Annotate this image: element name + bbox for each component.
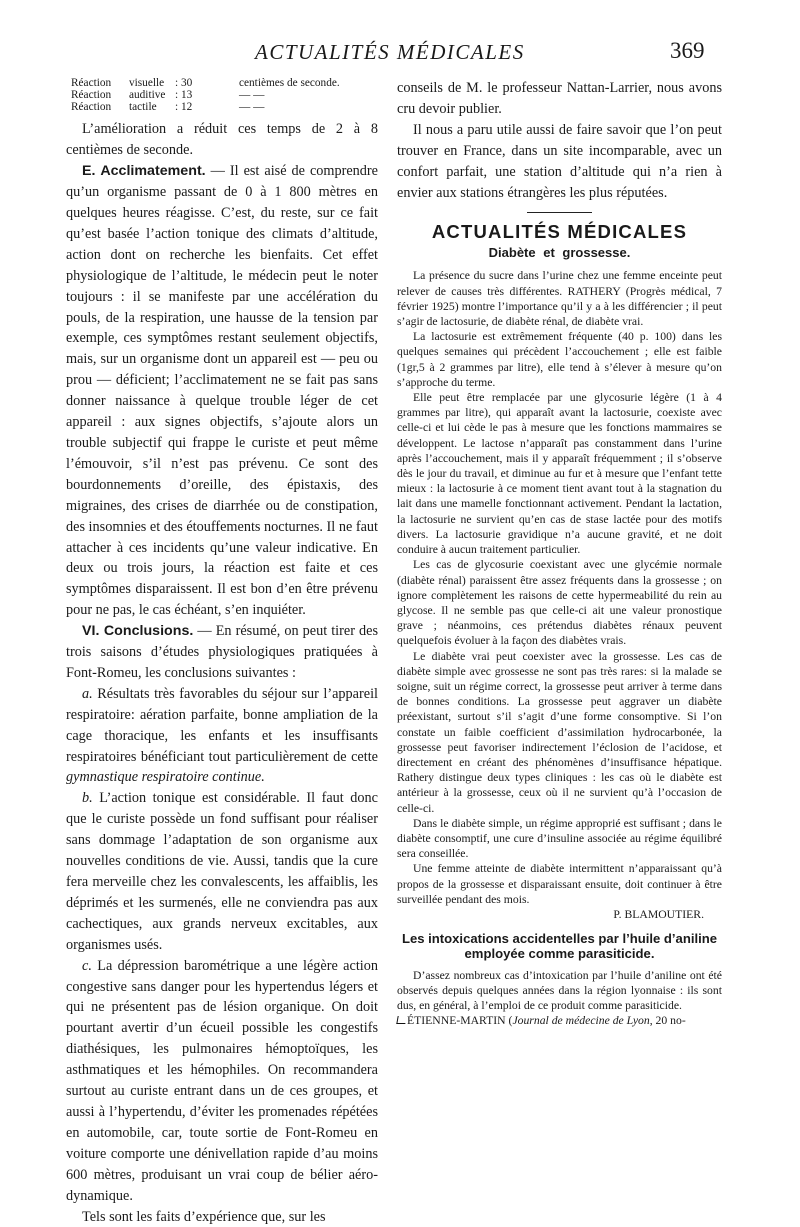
reaction-times <box>71 78 378 113</box>
conclusion-c-text: La dépression barométrique a une légère action congestive sans danger pour les hypertendus légers et qui ne présentent pas de lésion organique. On doit pourtant avertir d’un écueil possible les congestifs diathésiques, les pulmonaires hémoptoïques, les asthmatiques et les hémophiles. On recommandera surtout au curiste entrant dans un de ces groupes, et aussi à l’hypertendu, d’éviter les promenades répétées en automobile, car, toute sortie de Font-Romeu en voiture comporte une dénivellation rapide d’au moins 600 mètres, produisant un vrai coup de bélier aéro-dynamique. <box>66 957 378 1204</box>
reference-journal: Journal de médecine de Lyon <box>512 1014 650 1028</box>
diabete-paragraph: Le diabète vrai peut coexister avec la grossesse. Les cas de diabète simple avec grossesse ne sont pas très rares: si la malade se soigne, suit un régime correct, la grossesse peut arriver à terme dans de bonnes conditions. La grossesse peut aggraver un diabète préexistant, surtout s’il s’agit d’une forme consomptive. Si l’on constate un faible coefficient d’assimilation hydrocarbonée, la grossesse peut favoriser indirectement l’éclosion de l’acidose, et directement en créant des phénomènes d’insuffisance hépatique. Rathery distingue deux types cliniques : les cas où le diabète est antérieur à la grossesse, ceux où il ne survient qu’à l’occasion de celle-ci. <box>397 649 722 815</box>
aniline-reference <box>397 1013 722 1028</box>
diabete-paragraph: Une femme atteinte de diabète intermittent n’apparaissant qu’à propos de la grossesse et disparaissant ensuite, doit continuer à être surveillée pendant des mois. <box>397 862 722 906</box>
running-title: ACTUALITÉS MÉDICALES <box>255 40 525 64</box>
diabete-paragraph: La présence du sucre dans l’urine chez une femme enceinte peut relever de causes très différentes. RATHERY (Progrès médical, 7 février 1925) montre l’importance qu’il y a à les différencier ; il peut s’agir de lactosurie, de diabète rénal, de diabète vrai. <box>397 269 722 329</box>
conclusion-c-label: c. <box>82 957 92 974</box>
conclusion-b <box>66 788 378 955</box>
reaction-sense: visuelle <box>129 77 165 89</box>
section-title: ACTUALITÉS MÉDICALES <box>431 221 688 243</box>
reaction-sense: tactile <box>129 100 157 113</box>
conclusion-b-label: b. <box>82 790 93 807</box>
running-head <box>0 40 800 72</box>
reaction-value: : 13 <box>175 88 193 101</box>
reaction-type: Réaction <box>71 88 112 101</box>
conclusion-c <box>66 956 378 1207</box>
reaction-unit: centièmes de seconde. <box>239 77 340 89</box>
diabete-paragraph: Dans le diabète simple, un régime approprié est suffisant ; dans le diabète consomptif, une cure d’insuline associée au régime équilibré sera conseillée. <box>397 816 722 861</box>
acclimatement-heading: E. Acclimatement. <box>82 163 206 180</box>
article-title-diabete: Diabète et grossesse. <box>488 245 631 261</box>
article-title-aniline: Les intoxications accidentelles par l’huile d’aniline employée comme parasiticide. <box>401 930 718 962</box>
conclusions-heading: VI. Conclusions. <box>82 623 194 640</box>
reaction-value: : 30 <box>175 77 193 89</box>
conclusion-a-emphasis: gymnastique respiratoire continue. <box>66 769 265 786</box>
acclimatement-paragraph <box>66 161 378 621</box>
acclimatement-text: — Il est aisé de comprendre qu’un organisme passant de 0 à 1 800 mètres en quelques heures réagisse. C’est, du reste, sur ce fait qu’est basée l’action tonique des climats d’altitude, action dont on recherche les bienfaits. Cet effet physiologique de l’altitude, le médecin peut le noter toujours : il se manifeste par une accélération du pouls, de la respiration, une hausse de la tension par exemple, ces symptômes restant seulement objectifs, mais, sur un organisme dont un appareil est — peu ou prou — déficient; l’acclimatement ne se fait pas sans donner naissance à quelque trouble léger de cet appareil : aux signes objectifs, s’ajoute alors un trouble subjectif qui frappe le curiste et peut même l’émouvoir, s’il n’est pas prévenu. Ce sont des bourdonnements d’oreille, des épistaxis, des migraines, des crises de diarrhée ou de constipation, des insomnies et des étouffements nocturnes. Il ne faut attacher à ces incidents qu’une valeur indicative. En deux ou trois jours, la réaction est faite et ces symptômes disparaissent. Il est bon d’en être prévenu pour ne pas, le cas échéant, s’en inquiéter. <box>66 163 378 619</box>
conclusions-text: — En résumé, on peut tirer des trois saisons d’études physiologiques pratiquées à Font-Romeu, les conclusions suivantes : <box>66 623 379 681</box>
station-paragraph: Il nous a paru utile aussi de faire savoir que l’on peut trouver en France, dans un site incomparable, avec un confort parfait, une station d’altitude qui n’a rien à envier aux stations étrangères les plus réputées. <box>397 121 722 201</box>
diabete-paragraph: La lactosurie est extrêmement fréquente (40 p. 100) dans les quelques semaines qui précèdent l’accouchement ; elle est faible (1gr,5 à 2 grammes par litre), elle tend à s’élever à mesure qu’on s’approche du terme. <box>397 330 722 389</box>
corner-mark-icon <box>396 1016 406 1024</box>
aniline-paragraph: D’assez nombreux cas d’intoxication par l’huile d’aniline ont été observés depuis quelques années dans la région lyonnaise : ils sont dus, en général, à l’emploi de ce produit comme parasiticide. <box>397 968 722 1013</box>
reaction-row <box>71 90 378 102</box>
improvement-paragraph: L’amélioration a réduit ces temps de 2 à 8 centièmes de seconde. <box>66 121 378 159</box>
right-column <box>397 78 722 1029</box>
conclusions-paragraph <box>66 621 378 684</box>
left-column <box>66 78 378 1227</box>
reference-date: , 20 no- <box>649 1014 686 1028</box>
reaction-unit: — — <box>239 88 265 101</box>
reaction-unit: — — <box>239 100 265 113</box>
diabete-paragraph: Les cas de glycosurie coexistant avec une glycémie normale (diabète rénal) paraissent être assez fréquents dans la grossesse ; on ignore complètement les raisons de cette hypermeabilité du rein au glycose. Il ne semble pas que celle-ci ait une valeur pronostique grave ; néanmoins, ces prétendus diabètes rénaux peuvent quelquefois évoluer à la façon des diabètes vrais. <box>397 558 722 648</box>
continuation-paragraph: conseils de M. le professeur Nattan-Larrier, nous avons cru devoir publier. <box>397 80 722 117</box>
page-number: 369 <box>670 38 705 63</box>
reaction-row <box>71 102 378 114</box>
conclusion-b-text: L’action tonique est considérable. Il faut donc que le curiste possède un fond suffisant pour réaliser sans dommage l’adaptation de son organisme aux nouvelles conditions de vie. Aussi, tandis que la cure fera merveille chez les convalescents, les affaiblis, les déprimés et les surmenés, elle ne conviendra pas aux cachectiques, aux grands nerveux excitables, aux organismes usés. <box>66 790 378 953</box>
reaction-type: Réaction <box>71 100 112 113</box>
closing-paragraph: Tels sont les faits d’expérience que, sur les <box>82 1208 326 1225</box>
reaction-row <box>71 78 378 90</box>
reference-author: ÉTIENNE-MARTIN ( <box>407 1014 513 1028</box>
reaction-sense: auditive <box>129 88 166 101</box>
section-divider <box>527 212 592 213</box>
conclusion-a-text: Résultats très favorables du séjour sur l’appareil respiratoire: aération parfaite, bonne ampliation de la cage thoracique, les enfants et les insuffisants respiratoires bénéficiant tout particulièrement de cette <box>66 685 378 765</box>
author-signature: P. BLAMOUTIER. <box>613 907 704 921</box>
reaction-value: : 12 <box>175 100 193 113</box>
conclusion-a <box>66 684 378 789</box>
conclusion-a-label: a. <box>82 685 93 702</box>
diabete-paragraph: Elle peut être remplacée par une glycosurie légère (1 à 4 grammes par litre), qui apparaît avant la lactosurie, coexiste avec celle-ci et lui cède le pas à mesure que les fonctions mammaires se développent. Le lactose n’apparaît pas constamment dans l’urine après l’accouchement, mais il y apparaît fréquemment ; il s’observe dès le jour du travail, et diminue au fur et à mesure que l’enfant tette mieux : la lactosurie à ce moment tient avant tout à la stagnation du lait dans une mamelle fonctionnant activement. Pendant la lactation, la lactosurie ne survient qu’en cas de stase lactée pour des motifs divers. La lactosurie gravidique n’a aucune gravité, et ne doit conduire à aucun traitement particulier. <box>397 391 722 557</box>
reaction-type: Réaction <box>71 77 112 89</box>
